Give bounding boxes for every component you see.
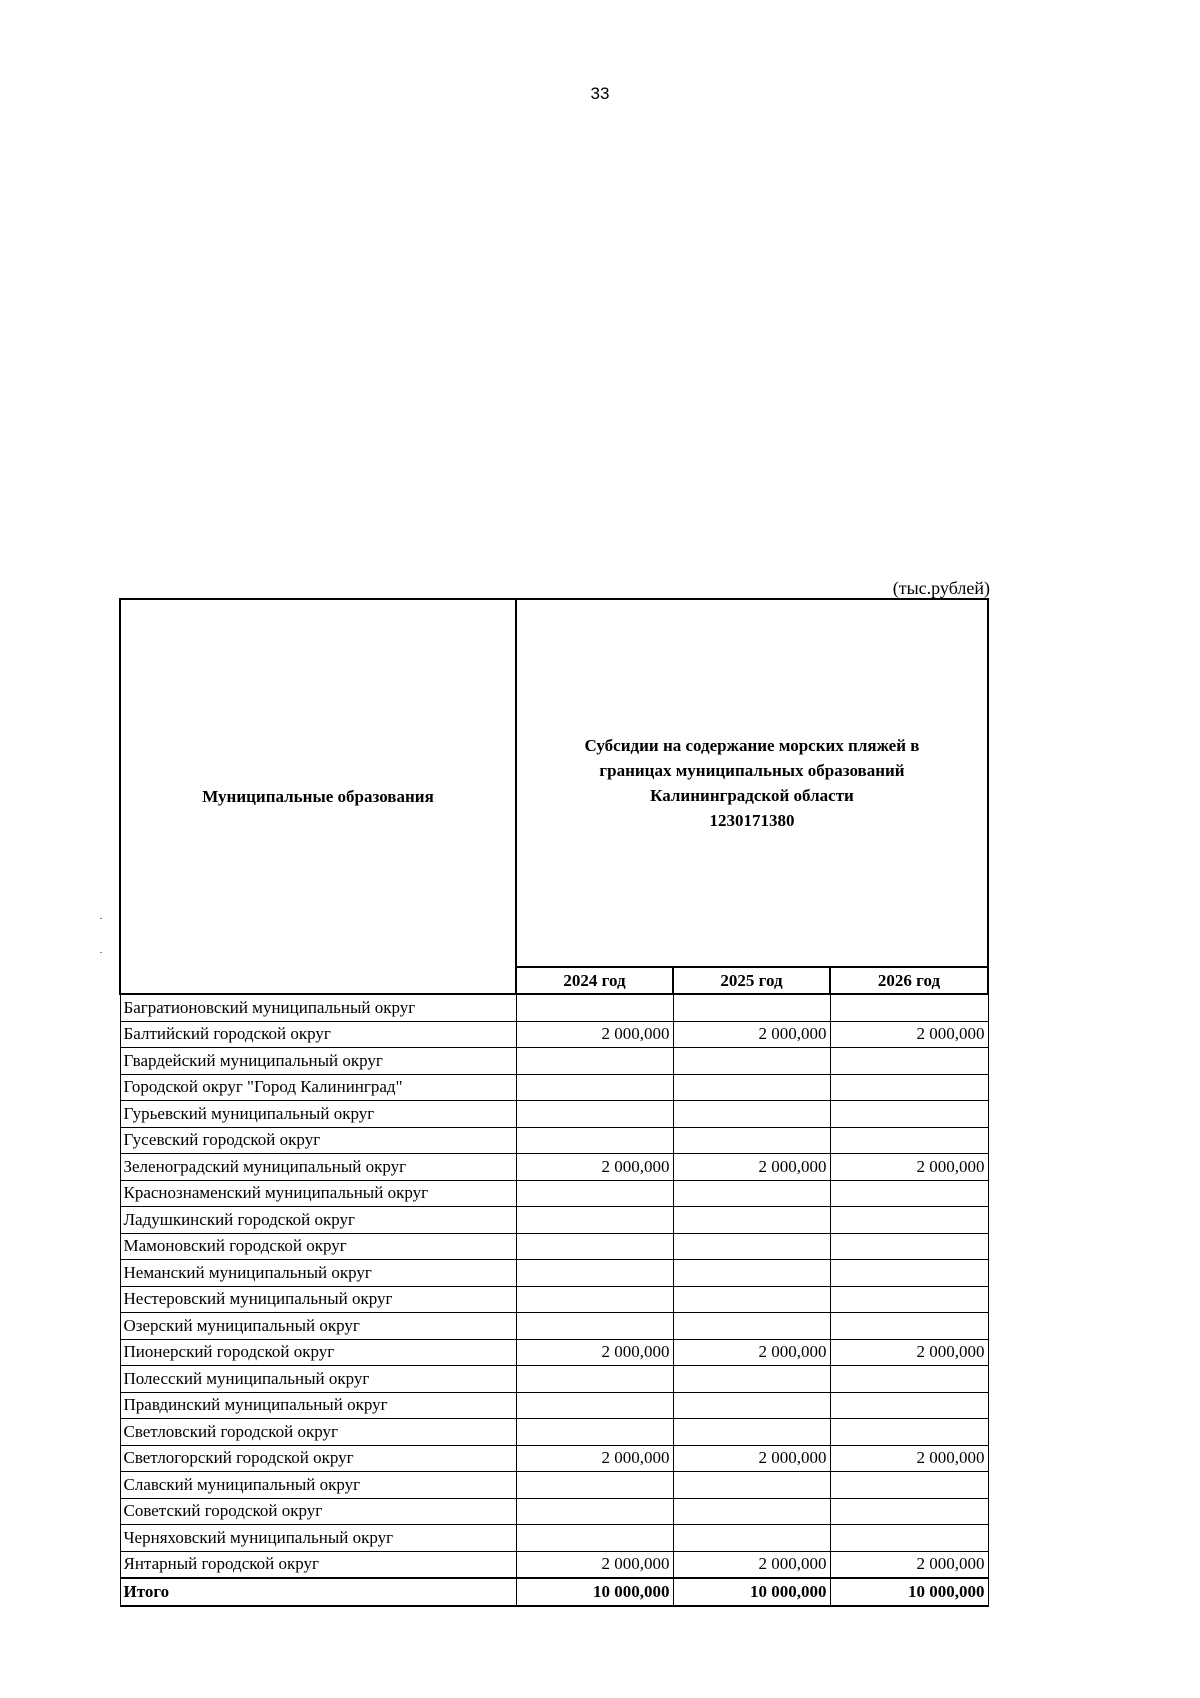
municipality-name: Советский городской округ (120, 1498, 516, 1525)
subsidy-value-2026 (830, 1419, 988, 1446)
municipality-name: Балтийский городской округ (120, 1021, 516, 1048)
table-row (120, 1366, 988, 1393)
subsidy-value-2025 (673, 1260, 830, 1287)
subsidy-value-2024 (516, 1127, 673, 1154)
subsidy-value-2024 (516, 1419, 673, 1446)
subsidy-value-2026 (830, 994, 988, 1021)
table-row (120, 1048, 988, 1075)
municipality-name: Славский муниципальный округ (120, 1472, 516, 1499)
subsidy-value-2024 (516, 1260, 673, 1287)
subsidy-value-2024 (516, 1101, 673, 1128)
municipality-name: Полесский муниципальный округ (120, 1366, 516, 1393)
municipality-name: Янтарный городской округ (120, 1551, 516, 1578)
subsidy-value-2026: 2 000,000 (830, 1445, 988, 1472)
header-municipal-formations: Муниципальные образования (120, 599, 516, 994)
subsidy-value-2026 (830, 1180, 988, 1207)
subsidy-value-2024 (516, 1074, 673, 1101)
municipality-name: Гусевский городской округ (120, 1127, 516, 1154)
header-subsidy (516, 599, 988, 967)
table-row (120, 1154, 988, 1181)
subsidy-value-2025 (673, 1101, 830, 1128)
table-row (120, 1313, 988, 1340)
header-subsidy-code: 1230171380 (709, 811, 795, 830)
subsidy-value-2026 (830, 1313, 988, 1340)
subsidy-value-2025: 2 000,000 (673, 1551, 830, 1578)
table-row (120, 1551, 988, 1578)
subsidy-value-2025 (673, 1048, 830, 1075)
subsidy-value-2024 (516, 1286, 673, 1313)
total-row (120, 1578, 988, 1606)
header-year-2025: 2025 год (673, 967, 830, 994)
municipality-name: Багратионовский муниципальный округ (120, 994, 516, 1021)
subsidy-value-2024: 2 000,000 (516, 1339, 673, 1366)
subsidy-value-2025 (673, 1472, 830, 1499)
municipality-name: Гурьевский муниципальный округ (120, 1101, 516, 1128)
subsidy-value-2024: 2 000,000 (516, 1551, 673, 1578)
subsidy-value-2025 (673, 1074, 830, 1101)
header-subsidy-line: Калининградской области (650, 786, 854, 805)
table-row (120, 1286, 988, 1313)
subsidy-value-2026 (830, 1286, 988, 1313)
subsidy-value-2024 (516, 1366, 673, 1393)
subsidy-value-2024: 2 000,000 (516, 1021, 673, 1048)
subsidy-value-2024 (516, 1498, 673, 1525)
table-row (120, 1207, 988, 1234)
subsidy-value-2025 (673, 994, 830, 1021)
subsidy-value-2025 (673, 1233, 830, 1260)
subsidy-value-2026 (830, 1472, 988, 1499)
subsidy-value-2025 (673, 1180, 830, 1207)
scan-speck (100, 952, 102, 953)
municipality-name: Неманский муниципальный округ (120, 1260, 516, 1287)
subsidy-value-2025 (673, 1313, 830, 1340)
header-year-2024: 2024 год (516, 967, 673, 994)
subsidy-value-2024 (516, 994, 673, 1021)
subsidy-value-2026: 2 000,000 (830, 1551, 988, 1578)
subsidy-value-2026 (830, 1392, 988, 1419)
table-row (120, 1233, 988, 1260)
header-subsidy-line: границах муниципальных образований (599, 761, 905, 780)
municipality-name: Светловский городской округ (120, 1419, 516, 1446)
subsidy-value-2024: 10 000,000 (516, 1578, 673, 1606)
header-year-2026: 2026 год (830, 967, 988, 994)
subsidy-value-2024 (516, 1472, 673, 1499)
subsidy-value-2026 (830, 1498, 988, 1525)
subsidy-value-2026 (830, 1074, 988, 1101)
table-row (120, 1445, 988, 1472)
subsidy-value-2025 (673, 1419, 830, 1446)
subsidy-value-2025: 2 000,000 (673, 1445, 830, 1472)
municipality-name: Озерский муниципальный округ (120, 1313, 516, 1340)
table-row (120, 1472, 988, 1499)
table-row (120, 1021, 988, 1048)
subsidy-value-2026 (830, 1260, 988, 1287)
table-row (120, 1498, 988, 1525)
municipality-name: Правдинский муниципальный округ (120, 1392, 516, 1419)
subsidy-value-2025: 2 000,000 (673, 1021, 830, 1048)
table-row (120, 1127, 988, 1154)
municipality-name: Гвардейский муниципальный округ (120, 1048, 516, 1075)
units-label: (тыс.рублей) (892, 578, 990, 598)
subsidy-value-2026 (830, 1366, 988, 1393)
table-row (120, 1525, 988, 1552)
subsidy-value-2026 (830, 1207, 988, 1234)
subsidy-value-2024 (516, 1048, 673, 1075)
subsidy-value-2026: 10 000,000 (830, 1578, 988, 1606)
subsidy-value-2026 (830, 1233, 988, 1260)
table-row (120, 994, 988, 1021)
subsidy-value-2025 (673, 1525, 830, 1552)
municipality-name: Нестеровский муниципальный округ (120, 1286, 516, 1313)
table-row (120, 1101, 988, 1128)
subsidy-value-2026 (830, 1525, 988, 1552)
subsidy-value-2026: 2 000,000 (830, 1339, 988, 1366)
subsidy-value-2024 (516, 1233, 673, 1260)
scan-speck (100, 918, 102, 919)
table-row (120, 1419, 988, 1446)
subsidy-value-2024 (516, 1313, 673, 1340)
subsidy-value-2025 (673, 1392, 830, 1419)
subsidy-value-2024: 2 000,000 (516, 1445, 673, 1472)
municipality-name: Мамоновский городской округ (120, 1233, 516, 1260)
subsidy-value-2024 (516, 1180, 673, 1207)
municipality-name: Пионерский городской округ (120, 1339, 516, 1366)
table-row (120, 1180, 988, 1207)
municipality-name: Итого (120, 1578, 516, 1606)
municipality-name: Краснознаменский муниципальный округ (120, 1180, 516, 1207)
subsidy-value-2024 (516, 1392, 673, 1419)
table-row (120, 1260, 988, 1287)
subsidy-value-2024 (516, 1207, 673, 1234)
subsidy-value-2026: 2 000,000 (830, 1154, 988, 1181)
table-row (120, 1074, 988, 1101)
subsidy-value-2026 (830, 1048, 988, 1075)
municipality-name: Черняховский муниципальный округ (120, 1525, 516, 1552)
municipality-name: Зеленоградский муниципальный округ (120, 1154, 516, 1181)
subsidy-value-2024 (516, 1525, 673, 1552)
subsidy-value-2025: 2 000,000 (673, 1339, 830, 1366)
municipality-name: Ладушкинский городской округ (120, 1207, 516, 1234)
subsidy-value-2025: 10 000,000 (673, 1578, 830, 1606)
subsidy-value-2025 (673, 1366, 830, 1393)
subsidy-value-2025 (673, 1498, 830, 1525)
subsidy-value-2024: 2 000,000 (516, 1154, 673, 1181)
page-number: 33 (590, 84, 610, 103)
table-header-row (120, 599, 988, 967)
municipality-name: Светлогорский городской округ (120, 1445, 516, 1472)
header-subsidy-line: Субсидии на содержание морских пляжей в (584, 736, 920, 755)
subsidy-value-2026 (830, 1127, 988, 1154)
municipality-name: Городской округ "Город Калининград" (120, 1074, 516, 1101)
table-body (120, 994, 988, 1606)
table-row (120, 1392, 988, 1419)
subsidy-table (119, 598, 989, 1607)
subsidy-value-2025 (673, 1207, 830, 1234)
subsidy-value-2026: 2 000,000 (830, 1021, 988, 1048)
subsidy-value-2025 (673, 1286, 830, 1313)
subsidy-value-2025: 2 000,000 (673, 1154, 830, 1181)
subsidy-value-2025 (673, 1127, 830, 1154)
table-row (120, 1339, 988, 1366)
subsidy-value-2026 (830, 1101, 988, 1128)
